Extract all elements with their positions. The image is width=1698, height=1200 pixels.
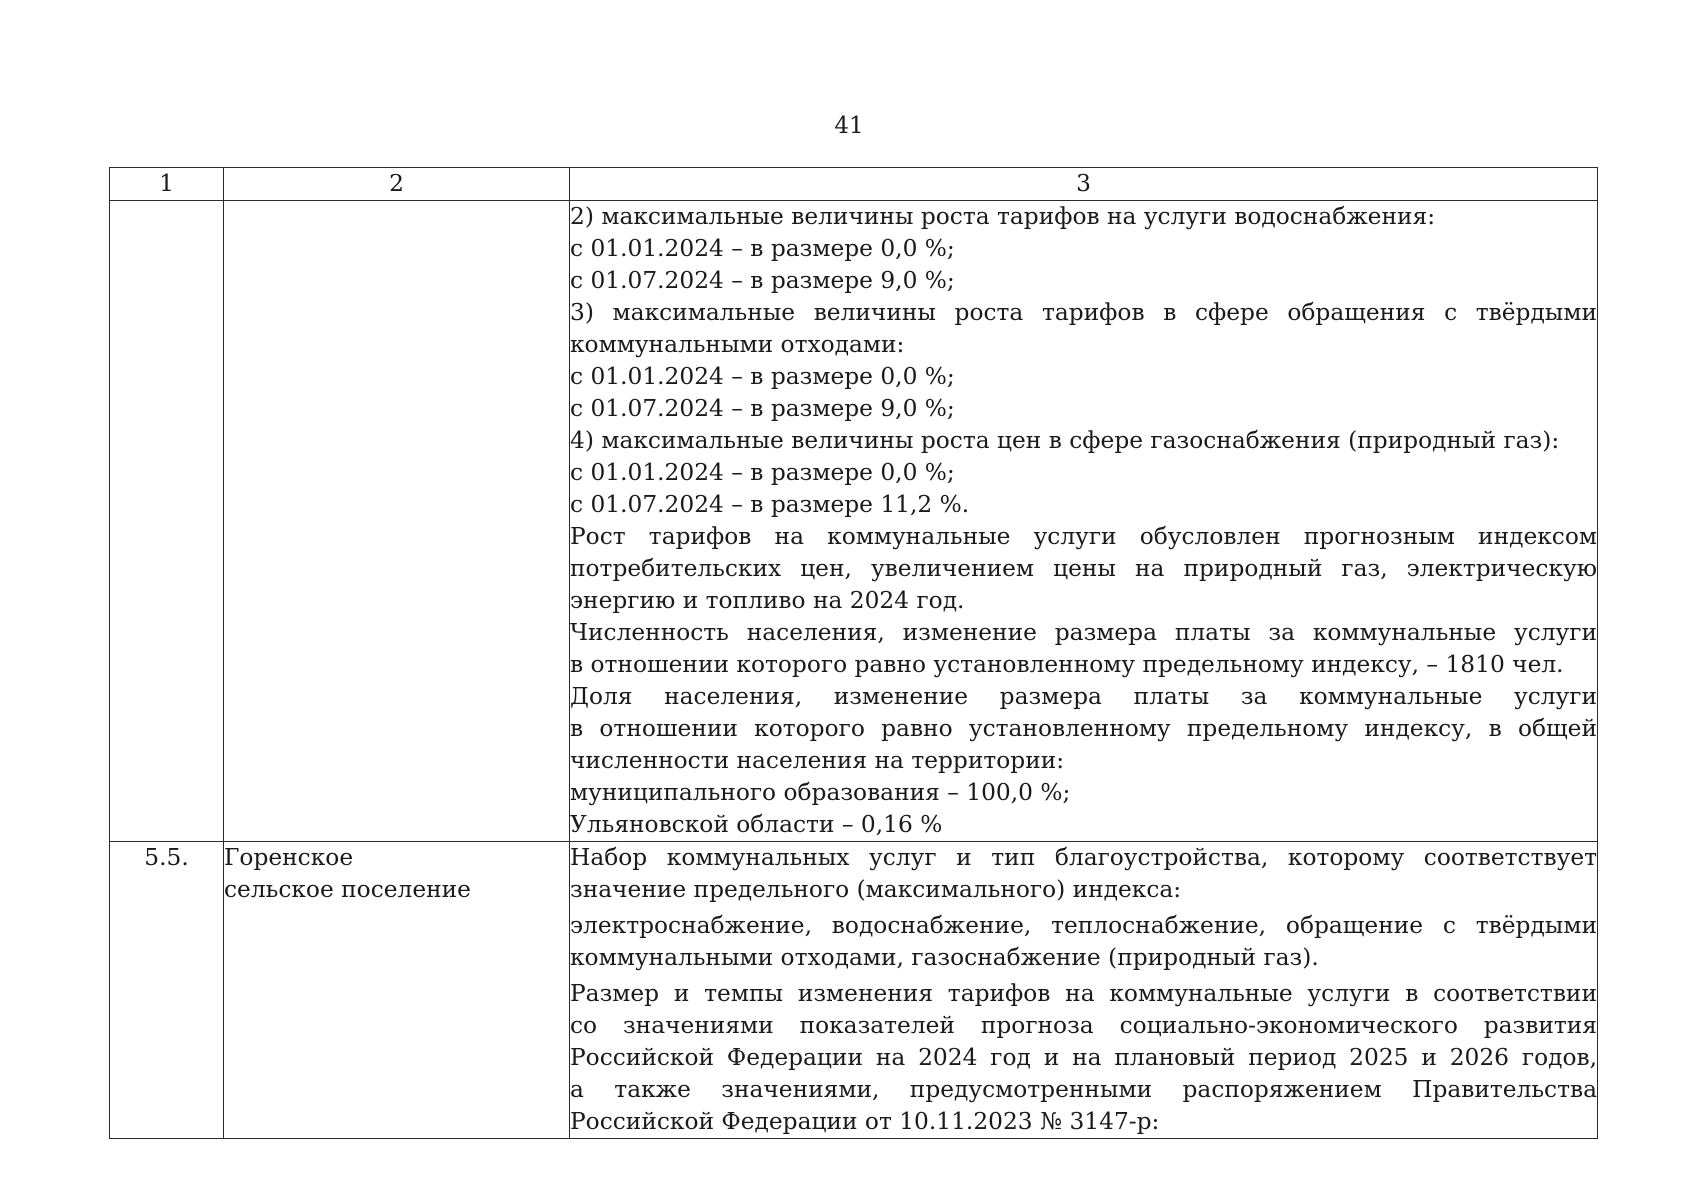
text-line: Российской Федерации на 2024 год и на плановый период 2025 и 2026 годов, xyxy=(570,1044,1597,1071)
table-row xyxy=(110,842,1598,1139)
text-line: Численность населения, изменение размера платы за коммунальные услуги xyxy=(570,619,1597,646)
text-line: Размер и темпы изменения тарифов на коммунальные услуги в соответствии xyxy=(570,980,1597,1007)
text-line: муниципального образования – 100,0 %; xyxy=(570,779,1071,806)
text-line: значение предельного (максимального) индекса: xyxy=(570,876,1182,903)
text-line: Доля населения, изменение размера платы за коммунальные услуги xyxy=(570,683,1597,710)
text-line: с 01.07.2024 – в размере 9,0 %; xyxy=(570,395,955,422)
text-line: в отношении которого равно установленному предельному индексу, – 1810 чел. xyxy=(570,651,1564,678)
table-row xyxy=(110,201,1598,842)
text-line: электроснабжение, водоснабжение, теплоснабжение, обращение с твёрдыми xyxy=(570,912,1597,939)
text-line: 2) максимальные величины роста тарифов на услуги водоснабжения: xyxy=(570,203,1436,230)
text-line: Ульяновской области – 0,16 % xyxy=(570,811,943,838)
text-line: коммунальными отходами: xyxy=(570,331,905,358)
settlement-name-cell xyxy=(224,842,570,1139)
column-header-1: 1 xyxy=(110,168,224,201)
text-line: с 01.01.2024 – в размере 0,0 %; xyxy=(570,235,955,262)
row-number: 5.5. xyxy=(110,842,224,1139)
description-cell xyxy=(570,842,1598,1139)
column-header-2: 2 xyxy=(224,168,570,201)
text-line: с 01.07.2024 – в размере 9,0 %; xyxy=(570,267,955,294)
text-line: Российской Федерации от 10.11.2023 № 3147-р: xyxy=(570,1108,1160,1135)
text-line: коммунальными отходами, газоснабжение (природный газ). xyxy=(570,944,1319,971)
description-cell xyxy=(570,201,1598,842)
text-line: энергию и топливо на 2024 год. xyxy=(570,587,965,614)
text-line: Набор коммунальных услуг и тип благоустройства, которому соответствует xyxy=(570,844,1597,871)
row-number xyxy=(110,201,224,842)
text-line: 4) максимальные величины роста цен в сфере газоснабжения (природный газ): xyxy=(570,427,1560,454)
text-line: потребительских цен, увеличением цены на природный газ, электрическую xyxy=(570,555,1597,582)
text-line: а также значениями, предусмотренными распоряжением Правительства xyxy=(570,1076,1597,1103)
text-line: 3) максимальные величины роста тарифов в сфере обращения с твёрдыми xyxy=(570,299,1597,326)
tariff-table xyxy=(109,167,1598,1139)
text-line: Рост тарифов на коммунальные услуги обусловлен прогнозным индексом xyxy=(570,523,1597,550)
text-line: с 01.01.2024 – в размере 0,0 %; xyxy=(570,363,955,390)
table-header-row xyxy=(110,168,1598,201)
column-header-3: 3 xyxy=(570,168,1598,201)
settlement-name-line: сельское поселение xyxy=(224,876,471,903)
page-number: 41 xyxy=(834,113,864,139)
settlement-name-cell xyxy=(224,201,570,842)
text-line: численности населения на территории: xyxy=(570,747,1065,774)
text-line: в отношении которого равно установленному предельному индексу, в общей xyxy=(570,715,1597,742)
text-line: с 01.01.2024 – в размере 0,0 %; xyxy=(570,459,955,486)
text-line: со значениями показателей прогноза социально-экономического развития xyxy=(570,1012,1597,1039)
text-line: с 01.07.2024 – в размере 11,2 %. xyxy=(570,491,970,518)
settlement-name-line: Горенское xyxy=(224,844,354,871)
